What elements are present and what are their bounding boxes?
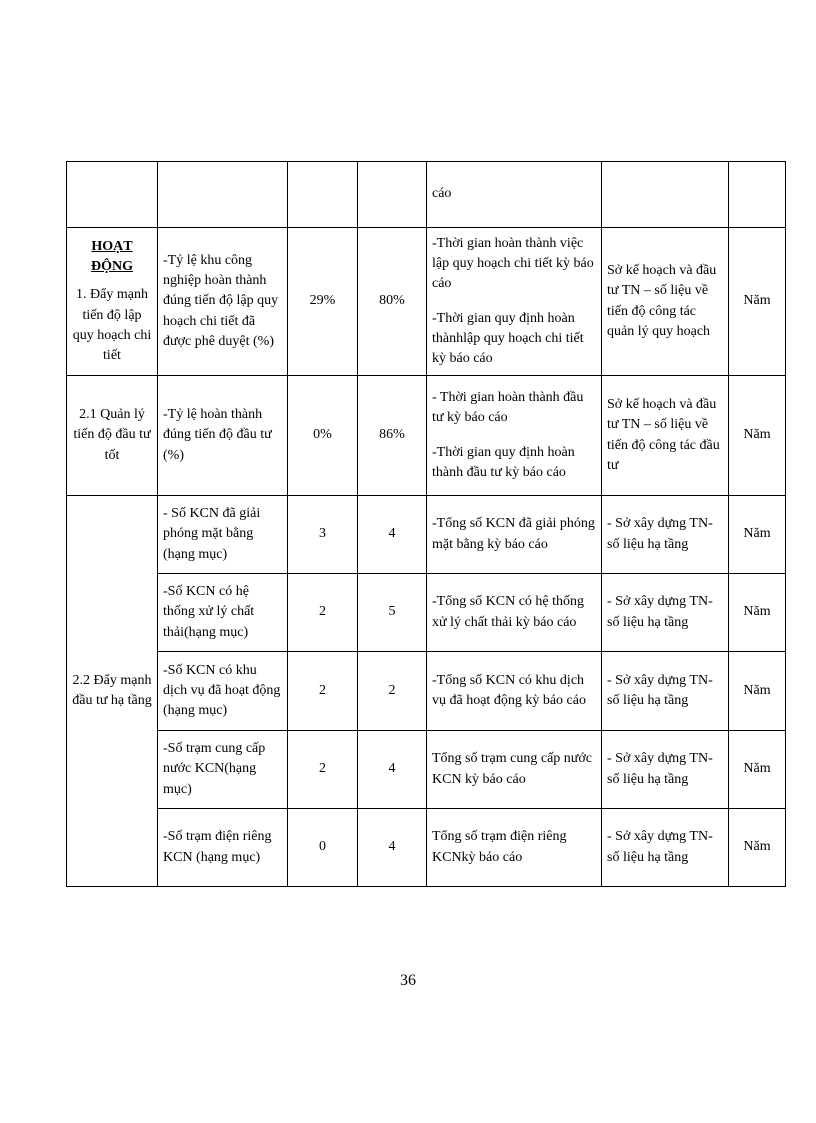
indicator-cell: -Số trạm cung cấp nước KCN(hạng mục) bbox=[158, 731, 288, 809]
target-cell: 80% bbox=[358, 228, 427, 376]
indicator-cell: -Số KCN có khu dịch vụ đã hoạt động (hạng mục) bbox=[158, 652, 288, 731]
table-cell bbox=[358, 162, 427, 228]
table-row bbox=[67, 228, 786, 376]
table-row bbox=[67, 496, 786, 574]
table-cell bbox=[288, 162, 358, 228]
method-cell bbox=[427, 162, 602, 228]
table-cell bbox=[602, 162, 729, 228]
baseline-cell: 3 bbox=[288, 496, 358, 574]
target-cell: 4 bbox=[358, 731, 427, 809]
page-number: 36 bbox=[400, 972, 416, 989]
baseline-cell: 0% bbox=[288, 376, 358, 496]
table-cell bbox=[729, 162, 786, 228]
baseline-cell: 29% bbox=[288, 228, 358, 376]
indicator-cell: -Tỷ lệ hoàn thành đúng tiến độ đầu tư (%) bbox=[158, 376, 288, 496]
source-cell: Sở kế hoạch và đầu tư TN – số liệu về tiến độ công tác quản lý quy hoạch bbox=[602, 228, 729, 376]
objective-text: 1. Đẩy mạnh tiến độ lập quy hoạch chi tiết bbox=[72, 287, 152, 364]
source-cell: - Sở xây dựng TN- số liệu hạ tầng bbox=[602, 731, 729, 809]
target-cell: 2 bbox=[358, 652, 427, 731]
section-heading: HOẠT ĐỘNG bbox=[91, 238, 133, 274]
frequency-cell: Năm bbox=[729, 496, 786, 574]
source-cell: - Sở xây dựng TN- số liệu hạ tầng bbox=[602, 652, 729, 731]
indicator-table bbox=[66, 161, 786, 887]
table-row bbox=[67, 376, 786, 496]
table-row bbox=[67, 652, 786, 731]
baseline-cell: 2 bbox=[288, 652, 358, 731]
frequency-cell: Năm bbox=[729, 228, 786, 376]
table-cell bbox=[158, 162, 288, 228]
table-row bbox=[67, 809, 786, 887]
method-text: cáo bbox=[432, 186, 452, 202]
method-cell bbox=[427, 228, 602, 376]
source-cell: - Sở xây dựng TN- số liệu hạ tầng bbox=[602, 809, 729, 887]
target-cell: 5 bbox=[358, 574, 427, 652]
indicator-cell: -Số trạm điện riêng KCN (hạng mục) bbox=[158, 809, 288, 887]
indicator-cell: -Số KCN có hệ thống xử lý chất thải(hạng mục) bbox=[158, 574, 288, 652]
source-cell: - Sở xây dựng TN- số liệu hạ tầng bbox=[602, 574, 729, 652]
table-cell bbox=[67, 162, 158, 228]
source-cell: Sở kế hoạch và đầu tư TN – số liệu về tiến độ công tác đầu tư bbox=[602, 376, 729, 496]
table-row bbox=[67, 574, 786, 652]
method-cell: -Tổng số KCN có hệ thống xử lý chất thải kỳ báo cáo bbox=[427, 574, 602, 652]
baseline-cell: 2 bbox=[288, 574, 358, 652]
method-cell: -Tổng số KCN có khu dịch vụ đã hoạt động kỳ báo cáo bbox=[427, 652, 602, 731]
objective-cell bbox=[67, 228, 158, 376]
frequency-cell: Năm bbox=[729, 652, 786, 731]
method-text: -Thời gian quy định hoàn thành đầu tư kỳ báo cáo bbox=[432, 444, 575, 480]
objective-cell: 2.2 Đẩy mạnh đầu tư hạ tầng bbox=[67, 496, 158, 887]
method-text: -Thời gian hoàn thành việc lập quy hoạch chi tiết kỳ báo cáo bbox=[432, 235, 594, 292]
baseline-cell: 2 bbox=[288, 731, 358, 809]
objective-cell: 2.1 Quản lý tiến độ đầu tư tốt bbox=[67, 376, 158, 496]
method-text: - Thời gian hoàn thành đầu tư kỳ báo cáo bbox=[432, 389, 584, 426]
table-row bbox=[67, 731, 786, 809]
method-cell: -Tổng số KCN đã giải phóng mặt bằng kỳ báo cáo bbox=[427, 496, 602, 574]
baseline-cell: 0 bbox=[288, 809, 358, 887]
frequency-cell: Năm bbox=[729, 574, 786, 652]
method-cell: Tổng số trạm điện riêng KCNkỳ báo cáo bbox=[427, 809, 602, 887]
indicator-cell: - Số KCN đã giải phóng mặt bằng (hạng mục) bbox=[158, 496, 288, 574]
indicator-cell: -Tỷ lệ khu công nghiệp hoàn thành đúng tiến độ lập quy hoạch chi tiết đã được phê duyệt (%) bbox=[158, 228, 288, 376]
method-cell: Tổng số trạm cung cấp nước KCN kỳ báo cáo bbox=[427, 731, 602, 809]
frequency-cell: Năm bbox=[729, 376, 786, 496]
target-cell: 4 bbox=[358, 496, 427, 574]
frequency-cell: Năm bbox=[729, 731, 786, 809]
method-cell bbox=[427, 376, 602, 496]
source-cell: - Sở xây dựng TN- số liệu hạ tầng bbox=[602, 496, 729, 574]
frequency-cell: Năm bbox=[729, 809, 786, 887]
table-row bbox=[67, 162, 786, 228]
target-cell: 86% bbox=[358, 376, 427, 496]
method-text: -Thời gian quy định hoàn thànhlập quy hoạch chi tiết kỳ báo cáo bbox=[432, 310, 584, 367]
target-cell: 4 bbox=[358, 809, 427, 887]
